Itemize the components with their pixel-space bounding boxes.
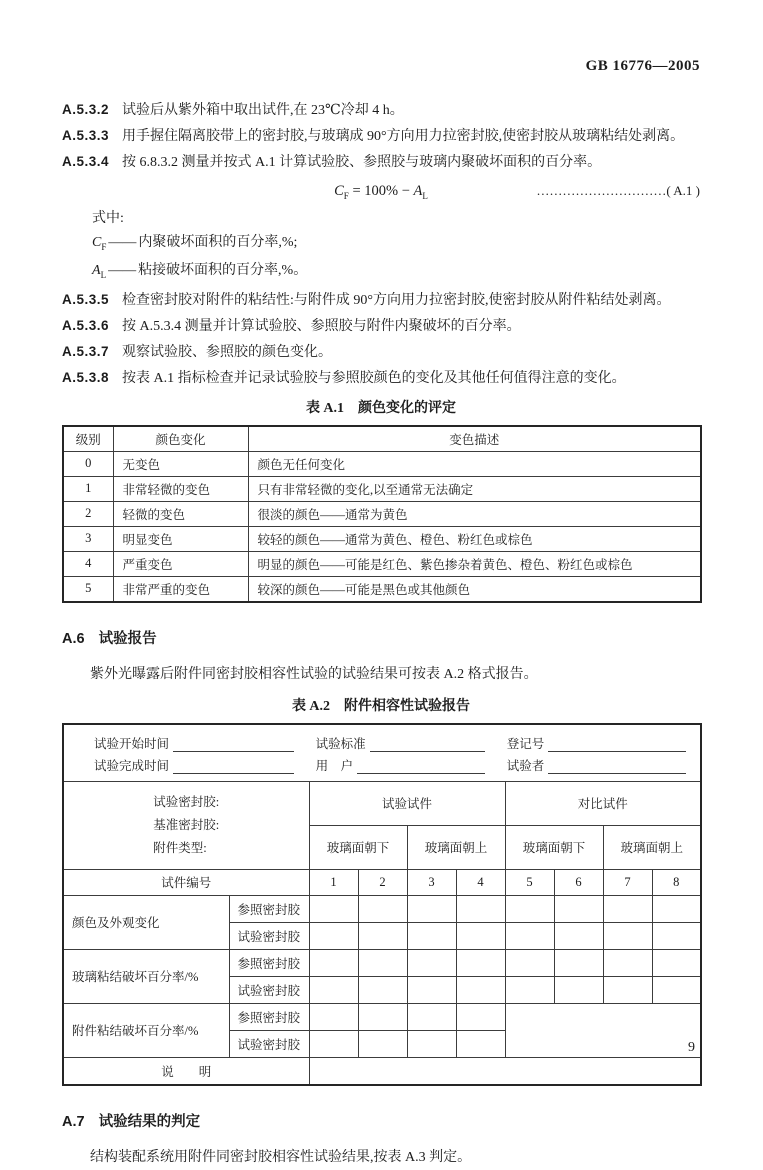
entry-cell	[603, 976, 652, 1003]
subrow-test-sealant: 试验密封胶	[229, 1030, 309, 1057]
orient-glass-down: 玻璃面朝下	[505, 825, 603, 869]
change-cell: 严重变色	[113, 551, 248, 576]
term-sub: F	[101, 241, 107, 252]
section-title: 试验结果的判定	[98, 1113, 201, 1130]
field-finish-time	[94, 756, 294, 774]
table-a2	[62, 723, 702, 1086]
entry-cell	[358, 895, 407, 922]
specimen-no: 6	[554, 869, 603, 895]
entry-cell	[652, 976, 701, 1003]
specimen-no: 8	[652, 869, 701, 895]
field-start-time	[94, 734, 294, 752]
table-a2-title: 表 A.2 附件相容性试验报告	[291, 698, 471, 714]
formula-var-c: C	[334, 183, 344, 199]
entry-cell	[407, 922, 456, 949]
entry-cell	[407, 976, 456, 1003]
clause-text: 按表 A.1 指标检查并记录试验胶与参照胶颜色的变化及其他任何值得注意的变化。	[122, 370, 626, 386]
change-cell: 非常严重的变色	[113, 576, 248, 602]
section-a6-paragraph: 紫外光曝露后附件同密封胶相容性试验的试验结果可按表 A.2 格式报告。	[90, 666, 538, 682]
field-blank-line	[370, 737, 485, 752]
entry-cell	[554, 922, 603, 949]
table-row	[63, 576, 701, 602]
entry-cell	[505, 976, 554, 1003]
orient-glass-up: 玻璃面朝上	[603, 825, 701, 869]
level-cell: 5	[63, 576, 113, 602]
term-sub: L	[100, 269, 107, 280]
term-dash: ——	[108, 262, 137, 278]
clause-number: A.5.3.2	[62, 102, 110, 117]
entry-cell	[309, 895, 358, 922]
section-title: 试验报告	[98, 630, 157, 647]
description-cell: 明显的颜色——可能是红色、紫色掺杂着黄色、橙色、粉红色或棕色	[248, 551, 701, 576]
entry-cell	[358, 1030, 407, 1057]
description-cell: 只有非常轻微的变化,以至通常无法确定	[248, 476, 701, 501]
formula-expression	[334, 183, 428, 199]
col-header-description: 变色描述	[248, 426, 701, 452]
clause-text: 试验后从紫外箱中取出试件,在 23℃冷却 4 h。	[122, 103, 404, 118]
formula-where-block	[92, 207, 700, 287]
specimen-no: 3	[407, 869, 456, 895]
entry-cell	[358, 1003, 407, 1030]
table-a1	[62, 425, 702, 603]
level-cell: 1	[63, 476, 113, 501]
table-row	[63, 451, 701, 476]
entry-cell	[407, 949, 456, 976]
page-number: 9	[688, 1040, 695, 1055]
description-cell: 很淡的颜色——通常为黄色	[248, 501, 701, 526]
level-cell: 4	[63, 551, 113, 576]
clause-text: 按 6.8.3.2 测量并按式 A.1 计算试验胶、参照胶与玻璃内聚破坏面积的百分率。	[122, 155, 602, 170]
section-number: A.7	[62, 1113, 85, 1130]
note-row	[63, 1057, 701, 1085]
table-row	[63, 551, 701, 576]
table-row	[63, 895, 701, 922]
field-label: 试验标准	[315, 736, 366, 751]
clause-number: A.5.3.8	[62, 369, 110, 385]
row-group-label-glass-failure: 玻璃粘结破坏百分率/%	[63, 949, 229, 1003]
specimen-number-label: 试件编号	[63, 869, 309, 895]
group-header-row	[63, 781, 701, 825]
field-label: 试验完成时间	[94, 758, 170, 773]
clause-text: 检查密封胶对附件的粘结性:与附件成 90°方向用力拉密封胶,使密封胶从附件粘结处剥离。	[122, 292, 671, 308]
formula-number	[536, 177, 700, 205]
orient-glass-up: 玻璃面朝上	[407, 825, 505, 869]
clause-a532	[62, 97, 700, 123]
info-accessory-type: 附件类型:	[153, 840, 207, 855]
clause-a533	[62, 123, 700, 149]
section-a7-paragraph: 结构装配系统用附件同密封胶相容性试验结果,按表 A.3 判定。	[90, 1149, 472, 1165]
group-header-contrast-specimen: 对比试件	[505, 781, 701, 825]
note-label: 说 明	[63, 1057, 309, 1085]
clause-a536	[62, 313, 700, 339]
entry-cell	[456, 895, 505, 922]
level-cell: 0	[63, 451, 113, 476]
entry-cell	[652, 949, 701, 976]
where-term-cf	[92, 231, 700, 259]
formula-sub-l: L	[422, 190, 428, 201]
entry-cell	[456, 976, 505, 1003]
entry-cell	[407, 895, 456, 922]
entry-cell	[554, 976, 603, 1003]
table-row	[63, 1003, 701, 1030]
entry-cell	[554, 949, 603, 976]
term-dash: ——	[108, 235, 137, 250]
formula-eq-label: ( A.1 )	[666, 183, 700, 198]
row-group-label-accessory-failure: 附件粘结破坏百分率/%	[63, 1003, 229, 1057]
entry-cell	[309, 949, 358, 976]
subrow-test-sealant: 试验密封胶	[229, 922, 309, 949]
note-entry-cell	[309, 1057, 701, 1085]
field-label: 用 户	[315, 758, 354, 773]
entry-cell	[603, 922, 652, 949]
entry-cell	[505, 895, 554, 922]
formula-body: = 100% −	[348, 183, 414, 199]
change-cell: 非常轻微的变色	[113, 476, 248, 501]
entry-cell	[456, 1003, 505, 1030]
entry-cell	[456, 922, 505, 949]
formula-a1	[62, 177, 700, 205]
field-tester	[507, 756, 686, 774]
field-label: 试验者	[506, 758, 545, 773]
info-reference-sealant: 基准密封胶:	[153, 817, 220, 832]
term-var: C	[92, 235, 102, 250]
row-group-label-color: 颜色及外观变化	[63, 895, 229, 949]
specimen-no: 4	[456, 869, 505, 895]
specimen-no: 2	[358, 869, 407, 895]
specimen-number-row	[63, 869, 701, 895]
clause-number: A.5.3.3	[62, 128, 110, 143]
entry-cell	[505, 949, 554, 976]
term-text: 粘接破坏面积的百分率,%。	[138, 262, 308, 278]
entry-cell	[554, 895, 603, 922]
entry-cell	[652, 922, 701, 949]
table-a1-header-row	[63, 426, 701, 452]
description-cell: 较轻的颜色——通常为黄色、橙色、粉红色或棕色	[248, 526, 701, 551]
entry-cell	[505, 922, 554, 949]
field-label: 登记号	[506, 736, 545, 751]
clause-number: A.5.3.7	[62, 343, 110, 359]
specimen-no: 7	[603, 869, 652, 895]
description-cell: 较深的颜色——可能是黑色或其他颜色	[248, 576, 701, 602]
subrow-test-sealant: 试验密封胶	[229, 976, 309, 1003]
col-header-level: 级别	[63, 426, 113, 452]
term-text: 内聚破坏面积的百分率,%;	[138, 235, 298, 250]
entry-cell	[407, 1003, 456, 1030]
change-cell: 轻微的变色	[113, 501, 248, 526]
subrow-reference-sealant: 参照密封胶	[229, 949, 309, 976]
formula-var-a: A	[413, 183, 423, 199]
group-header-test-specimen: 试验试件	[309, 781, 505, 825]
level-cell: 2	[63, 501, 113, 526]
field-blank-line	[548, 759, 686, 774]
level-cell: 3	[63, 526, 113, 551]
entry-cell	[358, 922, 407, 949]
where-term-al	[92, 259, 700, 287]
subrow-reference-sealant: 参照密封胶	[229, 895, 309, 922]
fields-line-1	[94, 730, 686, 752]
clause-text: 用手握住隔离胶带上的密封胶,与玻璃成 90°方向用力拉密封胶,使密封胶从玻璃粘结处剥离。	[122, 129, 685, 144]
report-fields-row	[63, 724, 701, 782]
entry-cell	[309, 1030, 358, 1057]
entry-cell	[358, 949, 407, 976]
field-blank-line	[548, 737, 686, 752]
entry-cell	[456, 949, 505, 976]
description-cell: 颜色无任何变化	[248, 451, 701, 476]
info-test-sealant: 试验密封胶:	[153, 794, 220, 809]
clause-text: 按 A.5.3.4 测量并计算试验胶、参照胶与附件内聚破坏的百分率。	[122, 318, 521, 334]
fields-line-2	[94, 752, 686, 774]
table-row	[63, 476, 701, 501]
formula-sub-f: F	[343, 190, 349, 201]
where-label: 式中:	[92, 211, 124, 226]
clause-number: A.5.3.5	[62, 291, 110, 307]
specimen-no: 5	[505, 869, 554, 895]
orient-glass-down: 玻璃面朝下	[309, 825, 407, 869]
entry-cell	[456, 1030, 505, 1057]
field-blank-line	[173, 737, 294, 752]
clause-number: A.5.3.4	[62, 154, 110, 169]
merged-empty-cell	[505, 1003, 701, 1057]
table-row	[63, 949, 701, 976]
report-fields-cell	[63, 724, 701, 782]
specimen-no: 1	[309, 869, 358, 895]
entry-cell	[652, 895, 701, 922]
entry-cell	[407, 1030, 456, 1057]
formula-dots: …………………………	[536, 183, 667, 198]
section-number: A.6	[62, 630, 85, 647]
clause-a534	[62, 149, 700, 175]
field-blank-line	[357, 759, 485, 774]
entry-cell	[603, 949, 652, 976]
clause-a535	[62, 287, 700, 313]
entry-cell	[309, 1003, 358, 1030]
entry-cell	[309, 922, 358, 949]
change-cell: 无变色	[113, 451, 248, 476]
standard-number-header: GB 16776—2005	[585, 58, 700, 74]
entry-cell	[358, 976, 407, 1003]
clause-text: 观察试验胶、参照胶的颜色变化。	[122, 344, 333, 360]
entry-cell	[603, 895, 652, 922]
field-label: 试验开始时间	[94, 736, 170, 751]
section-a7-heading	[62, 1110, 700, 1131]
change-cell: 明显变色	[113, 526, 248, 551]
clause-a538	[62, 365, 700, 391]
section-a6-heading	[62, 627, 700, 648]
field-user	[316, 756, 485, 774]
sealant-info-block	[153, 791, 219, 860]
entry-cell	[309, 976, 358, 1003]
table-row	[63, 526, 701, 551]
clause-number: A.5.3.6	[62, 317, 110, 333]
clause-a537	[62, 339, 700, 365]
sealant-info-cell	[63, 781, 309, 869]
table-a1-title: 表 A.1 颜色变化的评定	[305, 400, 457, 416]
col-header-color-change: 颜色变化	[113, 426, 248, 452]
field-registration-no	[507, 734, 686, 752]
field-blank-line	[173, 759, 294, 774]
table-row	[63, 501, 701, 526]
subrow-reference-sealant: 参照密封胶	[229, 1003, 309, 1030]
field-test-standard	[316, 734, 485, 752]
term-var: A	[92, 262, 101, 278]
